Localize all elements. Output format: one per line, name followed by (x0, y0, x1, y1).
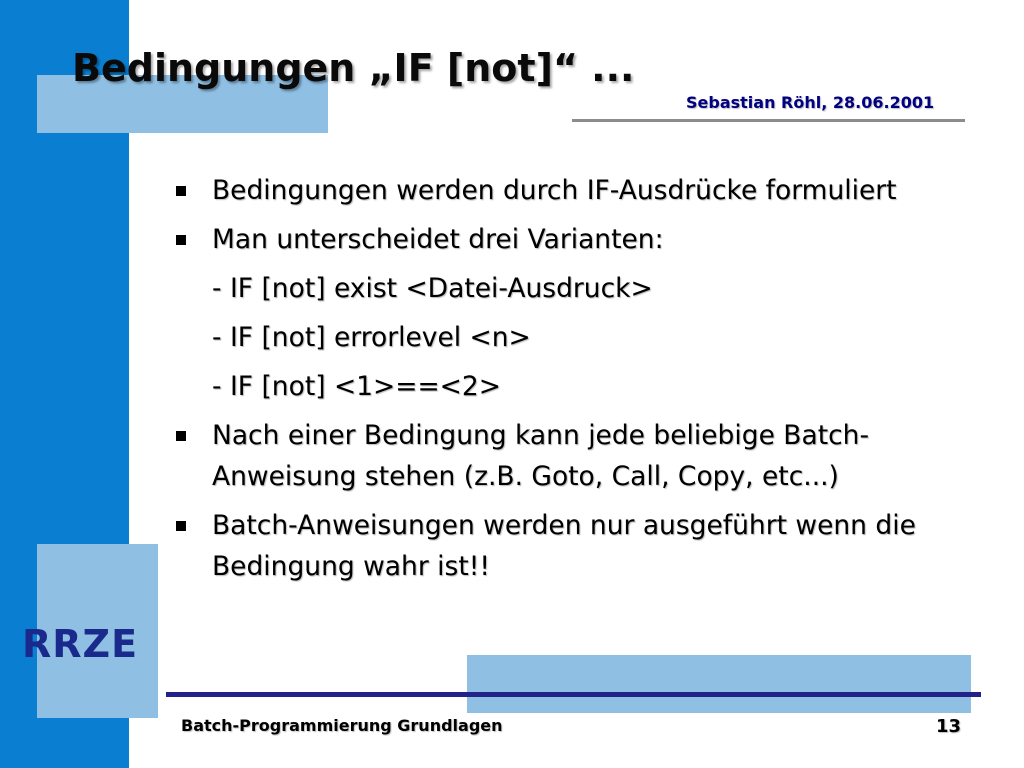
sub-item (176, 366, 976, 407)
sub-item (176, 317, 976, 358)
slide-content (176, 170, 976, 595)
bullet-text: Bedingungen werden durch IF-Ausdrücke formuliert (212, 175, 897, 206)
bullet-square-icon (176, 186, 186, 196)
sub-item-text: - IF [not] <1>==<2> (212, 371, 501, 402)
footer-title: Batch-Programmierung Grundlagen (181, 716, 503, 735)
slide-title: Bedingungen „IF [not]“ ... (72, 46, 635, 90)
bullet-text: Nach einer Bedingung kann jede beliebige Batch-Anweisung stehen (z.B. Goto, Call, Copy, etc...) (212, 420, 870, 492)
rrze-logo: RRZE (22, 622, 139, 666)
bullet-text: Batch-Anweisungen werden nur ausgeführt wenn die Bedingung wahr ist!! (212, 510, 916, 582)
bullet-item (176, 415, 976, 497)
bullet-item (176, 170, 976, 211)
author-date: Sebastian Röhl, 28.06.2001 (686, 93, 935, 112)
sub-item (176, 268, 976, 309)
author-divider (572, 119, 965, 122)
sub-item-text: - IF [not] exist <Datei-Ausdruck> (212, 273, 653, 304)
footer-divider (166, 692, 981, 697)
sub-item-text: - IF [not] errorlevel <n> (212, 322, 531, 353)
bullet-square-icon (176, 431, 186, 441)
bullet-square-icon (176, 521, 186, 531)
bullet-square-icon (176, 235, 186, 245)
bullet-item (176, 505, 976, 587)
footer-accent-box (467, 655, 971, 713)
page-number: 13 (936, 716, 962, 737)
bullet-item (176, 219, 976, 260)
bullet-text: Man unterscheidet drei Varianten: (212, 224, 664, 255)
